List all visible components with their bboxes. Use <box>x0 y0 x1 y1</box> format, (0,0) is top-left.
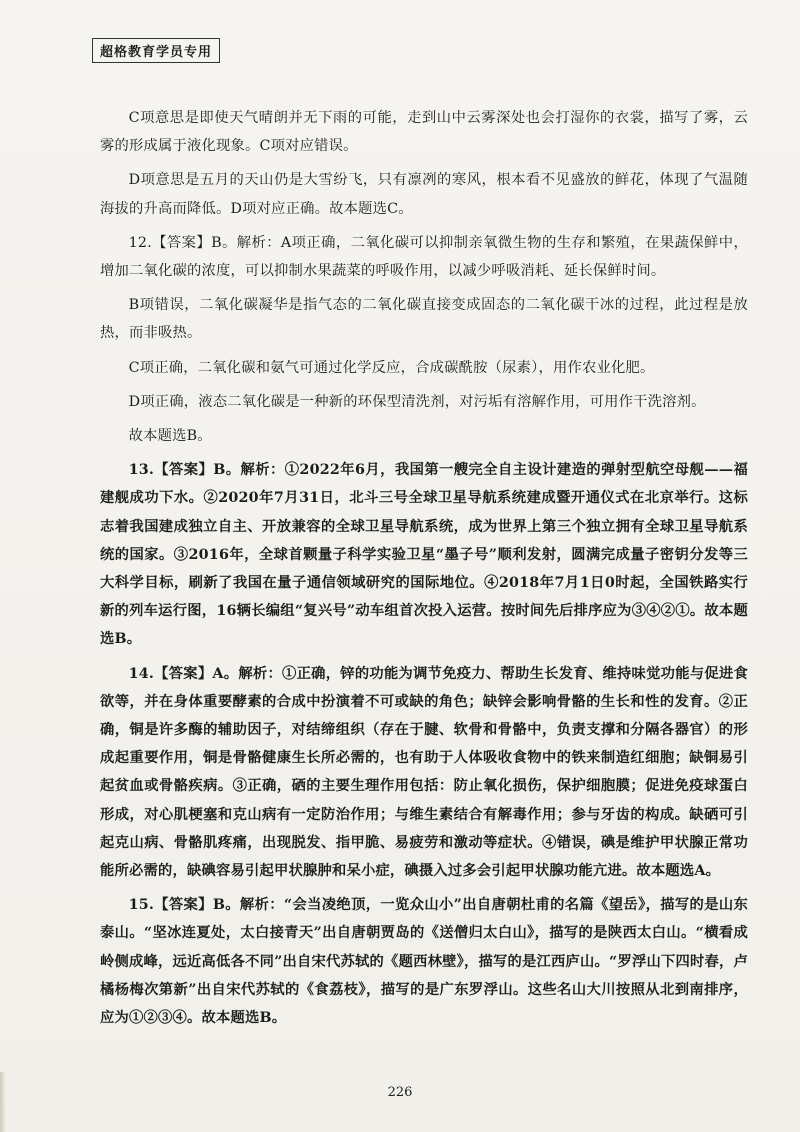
scan-edge-shadow <box>0 1072 6 1132</box>
document-body <box>100 104 748 1032</box>
paragraph-q12-b: B项错误，二氧化碳凝华是指气态的二氧化碳直接变成固态的二氧化碳干冰的过程，此过程是放热，而非吸热。 <box>100 297 748 342</box>
paragraph-q12-d: D项正确，液态二氧化碳是一种新的环保型清洗剂，对污垢有溶解作用，可用作干洗溶剂。 <box>128 393 706 410</box>
paragraph-d-option: D项意思是五月的天山仍是大雪纷飞，只有凛冽的寒风，根本看不见盛放的鲜花，体现了气温随海拔的升高而降低。D项对应正确。故本题选C。 <box>100 172 748 217</box>
paragraph-q14-answer: 14.【答案】A。解析：①正确，锌的功能为调节免疫力、帮助生长发育、维持味觉功能与促进食欲等，并在身体重要酵素的合成中扮演着不可或缺的角色；缺锌会影响骨骼的生长和性的发育。②正确，铜是许多酶的辅助因子，对结缔组织（存在于腱、软骨和骨骼中，负责支撑和分隔各器官）的形成起重要作用，铜是骨骼健康生长所必需的，也有助于人体吸收食物中的铁来制造红细胞；缺铜易引起贫血或骨骼疾病。③正确，硒的主要生理作用包括：防止氧化损伤，保护细胞膜；促进免疫球蛋白形成，对心肌梗塞和克山病有一定防治作用；与维生素结合有解毒作用；参与牙齿的构成。缺硒可引起克山病、骨骼肌疼痛，出现脱发、指甲脆、易疲劳和激动等症状。④错误，碘是维护甲状腺正常功能所必需的，缺碘容易引起甲状腺肿和呆小症，碘摄入过多会引起甲状腺功能亢进。故本题选A。 <box>100 665 748 880</box>
header-label: 超格教育学员专用 <box>92 38 220 63</box>
paragraph-q15-answer: 15.【答案】B。解析：“会当凌绝顶，一览众山小”出自唐朝杜甫的名篇《望岳》，描写的是山东泰山。“坚冰连夏处，太白接青天”出自唐朝贾岛的《送僧归太白山》，描写的是陕西太白山。“横看成岭侧成峰，远近高低各不同”出自宋代苏轼的《题西林壁》，描写的是江西庐山。“罗浮山下四时春，卢橘杨梅次第新”出自宋代苏轼的《食荔枝》，描写的是广东罗浮山。这些名山大川按照从北到南排序，应为①②③④。故本题选B。 <box>100 897 748 1027</box>
paragraph-c-option: C项意思是即使天气晴朗并无下雨的可能，走到山中云雾深处也会打湿你的衣裳，描写了雾，云雾的形成属于液化现象。C项对应错误。 <box>100 110 748 155</box>
paragraph-q13-answer: 13.【答案】B。解析：①2022年6月，我国第一艘完全自主设计建造的弹射型航空母舰——福建舰成功下水。②2020年7月31日，北斗三号全球卫星导航系统建成暨开通仪式在北京举行。这标志着我国建成独立自主、开放兼容的全球卫星导航系统，成为世界上第三个独立拥有全球卫星导航系统的国家。③2016年，全球首颗量子科学实验卫星“墨子号”顺利发射，圆满完成量子密钥分发等三大科学目标，刷新了我国在量子通信领域研究的国际地位。④2018年7月1日0时起，全国铁路实行新的列车运行图，16辆长编组“复兴号”动车组首次投入运营。按时间先后排序应为③④②①。故本题选B。 <box>100 462 748 648</box>
paragraph-q12-answer: 12.【答案】B。解析：A项正确，二氧化碳可以抑制亲氧微生物的生存和繁殖，在果蔬保鲜中，增加二氧化碳的浓度，可以抑制水果蔬菜的呼吸作用，以减少呼吸消耗、延长保鲜时间。 <box>100 234 748 280</box>
paragraph-q12-conclusion: 故本题选B。 <box>128 428 212 445</box>
page-number: 226 <box>387 1085 413 1100</box>
paragraph-q12-c: C项正确，二氧化碳和氨气可通过化学反应，合成碳酰胺（尿素），用作农业化肥。 <box>128 359 655 376</box>
